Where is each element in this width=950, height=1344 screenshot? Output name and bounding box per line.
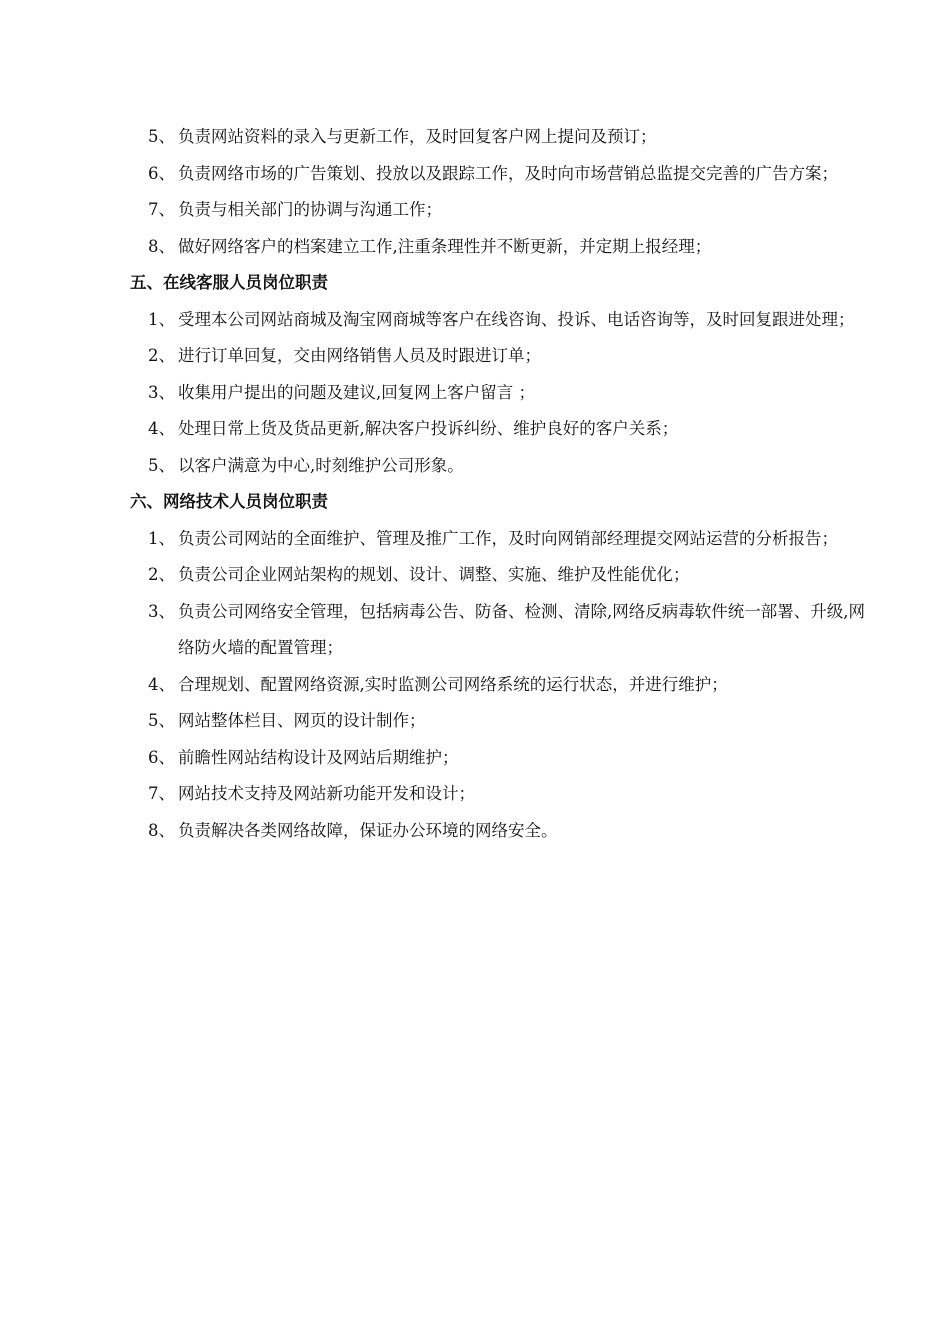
section-heading: 五、在线客服人员岗位职责 xyxy=(130,273,328,292)
item-text: 合理规划、配置网络资源,实时监测公司网络系统的运行状态，并进行维护； xyxy=(178,674,728,694)
list-item xyxy=(130,667,870,704)
item-text: 网站技术支持及网站新功能开发和设计； xyxy=(178,784,475,803)
item-number: 1、 xyxy=(148,528,175,548)
item-text: 收集用户提出的问题及建议,回复网上客户留言 ； xyxy=(178,382,535,402)
list-item xyxy=(130,375,870,412)
item-number: 1、 xyxy=(148,309,175,329)
section-heading: 六、网络技术人员岗位职责 xyxy=(130,492,328,511)
list-item xyxy=(130,594,870,667)
document-body xyxy=(130,119,870,849)
item-text: 网站整体栏目、网页的设计制作； xyxy=(178,711,426,730)
list-item xyxy=(130,740,870,777)
item-number: 2、 xyxy=(148,565,175,584)
item-number: 5、 xyxy=(148,127,175,146)
item-text: 处理日常上货及货品更新,解决客户投诉纠纷、维护良好的客户关系； xyxy=(178,419,679,438)
item-text: 负责网络市场的广告策划、投放以及跟踪工作，及时向市场营销总监提交完善的广告方案； xyxy=(178,163,838,183)
item-text: 负责解决各类网络故障，保证办公环境的网络安全。 xyxy=(178,820,558,840)
item-number: 6、 xyxy=(148,163,175,183)
list-item xyxy=(130,192,870,229)
item-number: 5、 xyxy=(148,711,175,730)
item-number: 5、 xyxy=(148,455,175,475)
item-text: 负责与相关部门的协调与沟通工作； xyxy=(178,200,442,219)
item-text: 做好网络客户的档案建立工作,注重条理性并不断更新，并定期上报经理； xyxy=(178,236,712,256)
item-number: 6、 xyxy=(148,747,175,767)
item-text: 负责网站资料的录入与更新工作，及时回复客户网上提问及预订； xyxy=(178,127,657,146)
item-text: 进行订单回复，交由网络销售人员及时跟进订单； xyxy=(178,346,541,365)
item-number: 2、 xyxy=(148,346,175,365)
item-number: 8、 xyxy=(148,820,175,840)
item-text: 负责公司企业网站架构的规划、设计、调整、实施、维护及性能优化； xyxy=(178,565,690,584)
item-number: 3、 xyxy=(148,601,175,621)
list-item xyxy=(130,703,870,740)
item-text: 受理本公司网站商城及淘宝网商城等客户在线咨询、投诉、电话咨询等，及时回复跟进处理； xyxy=(178,309,855,329)
list-item xyxy=(130,156,870,193)
item-number: 3、 xyxy=(148,382,175,402)
list-item xyxy=(130,302,870,339)
list-item xyxy=(130,338,870,375)
item-text: 以客户满意为中心,时刻维护公司形象。 xyxy=(178,455,464,475)
item-number: 4、 xyxy=(148,419,175,438)
item-number: 8、 xyxy=(148,236,175,256)
list-item xyxy=(130,411,870,448)
item-text: 负责公司网站的全面维护、管理及推广工作，及时向网销部经理提交网站运营的分析报告； xyxy=(178,528,838,548)
item-number: 7、 xyxy=(148,784,175,803)
item-text: 前瞻性网站结构设计及网站后期维护； xyxy=(178,747,459,767)
list-item xyxy=(130,229,870,266)
list-item xyxy=(130,119,870,156)
list-item xyxy=(130,448,870,485)
item-number: 7、 xyxy=(148,200,175,219)
list-item xyxy=(130,521,870,558)
item-text: 负责公司网络安全管理，包括病毒公告、防备、检测、清除,网络反病毒软件统一部署、升级,网络防火墙的配置管理； xyxy=(178,601,865,657)
item-number: 4、 xyxy=(148,674,175,694)
list-item xyxy=(130,557,870,594)
list-item xyxy=(130,776,870,813)
list-item xyxy=(130,813,870,850)
